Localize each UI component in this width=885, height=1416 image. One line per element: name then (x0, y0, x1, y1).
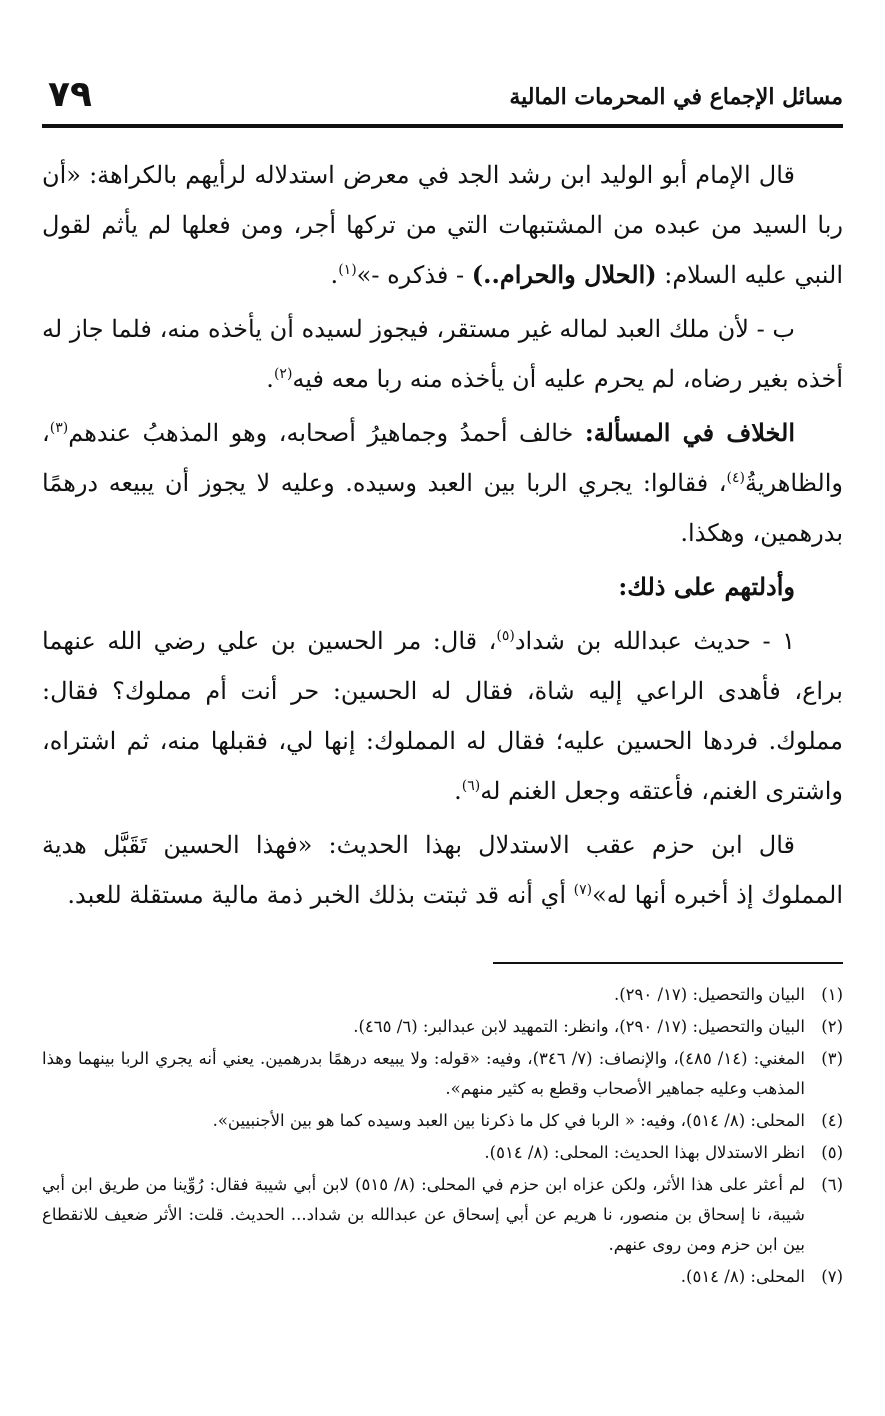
page-header (42, 76, 843, 120)
footnote-text: انظر الاستدلال بهذا الحديث: المحلى: (٨/ ٥١٤). (484, 1143, 805, 1162)
footnote-number: (٤) (821, 1111, 843, 1130)
footnote-item (42, 1138, 843, 1168)
footnote-text: البيان والتحصيل: (١٧/ ٢٩٠)، وانظر: التمهيد لابن عبدالبر: (٦/ ٤٦٥). (353, 1017, 805, 1036)
footnote-number: (٣) (821, 1049, 843, 1068)
paragraph-disagreement (42, 408, 843, 558)
footnote-ref[interactable]: (٧) (573, 882, 593, 898)
footnote-ref[interactable]: (٥) (496, 628, 515, 644)
punctuation: . (330, 261, 339, 289)
footnote-ref[interactable]: (١) (338, 262, 357, 278)
footnote-ref[interactable]: (٦) (461, 778, 481, 794)
footnote-separator (493, 962, 843, 964)
paragraph-text: خالف أحمدُ وجماهيرُ أصحابه، وهو المذهبُ عندهم (68, 419, 585, 447)
footnote-text: المحلى: (٨/ ٥١٤). (680, 1267, 805, 1286)
hadith-quote: (الحلال والحرام..) (471, 260, 657, 289)
footnote-text: لم أعثر على هذا الأثر، ولكن عزاه ابن حزم في المحلى: (٨/ ٥١٥) لابن أبي شيبة فقال: رُوِّينا من طريق ابن أبي شيبة، نا إسحاق بن منصور، نا هريم عن أبي إسحاق عن عبدالله بن شداد... الحديث. قلت: الأثر ضعيف للانقطاع بين ابن حزم ومن روى عنهم. (42, 1175, 806, 1254)
footnotes (42, 980, 843, 1294)
footnote-number: (١) (821, 985, 843, 1004)
header-rule (42, 124, 843, 128)
paragraph-text: - فذكره -» (356, 261, 472, 289)
paragraph-text: ، والظاهريةُ (42, 419, 843, 497)
paragraph-ibn-hazm (42, 820, 843, 920)
footnote-text: المحلى: (٨/ ٥١٤)، وفيه: « الربا في كل ما ذكرنا بين العبد وسيده كما هو بين الأجنبيين». (212, 1111, 805, 1130)
footnote-text: المغني: (١٤/ ٤٨٥)، والإنصاف: (٧/ ٣٤٦)، وفيه: «قوله: ولا يبيعه درهمًا بدرهمين. يعني أنه يجري الربا بينهما وهذا المذهب وعليه جماهير الأصحاب وقطع به كثير منهم». (42, 1049, 805, 1098)
paragraph-text: ، قال: مر الحسين بن علي رضي الله عنهما براع، فأهدى الراعي إليه شاة، فقال له الحسين: حر أنت أم مملوك؟ فقال: مملوك. فردها الحسين عليه؛ فقال له المملوك: إنها لي، فقبلها منه، ثم اشتراه، واشترى الغنم، فأعتقه وجعل الغنم له (42, 627, 843, 805)
punctuation: . (266, 365, 274, 393)
footnote-item (42, 1106, 843, 1136)
paragraph-second-argument (42, 304, 843, 404)
footnote-item (42, 1012, 843, 1042)
paragraph-hadith-ibn-shaddad (42, 616, 843, 816)
footnote-number: (٦) (821, 1175, 843, 1194)
paragraph-text: ، فقالوا: يجري الربا بين العبد وسيده. وعليه لا يجوز أن يبيعه درهمًا بدرهمين، وهكذا. (42, 469, 843, 547)
section-heading: وأدلتهم على ذلك: (618, 572, 795, 601)
main-text (42, 150, 843, 924)
footnote-item (42, 1262, 843, 1292)
running-title: مسائل الإجماع في المحرمات المالية (509, 84, 843, 110)
section-heading: الخلاف في المسألة: (584, 418, 795, 447)
footnote-item (42, 1170, 843, 1260)
footnote-ref[interactable]: (٤) (726, 470, 745, 486)
paragraph-ibn-rushd (42, 150, 843, 300)
paragraph-text: ب - لأن ملك العبد لماله غير مستقر، فيجوز لسيده أن يأخذه منه، فلما جاز له أخذه بغير رضاه، لم يحرم عليه أن يأخذه منه ربا معه فيه (42, 315, 843, 393)
footnote-item (42, 980, 843, 1010)
punctuation: . (454, 777, 462, 805)
footnote-number: (٢) (821, 1017, 843, 1036)
footnote-ref[interactable]: (٣) (49, 420, 69, 436)
footnote-number: (٧) (821, 1267, 843, 1286)
paragraph-text: ١ - حديث عبدالله بن شداد (514, 627, 796, 655)
paragraph-text: قال ابن حزم عقب الاستدلال بهذا الحديث: «فهذا الحسين تَقَبَّل هدية المملوك إذ أخبره أنها له» (42, 831, 843, 909)
paragraph-text: أي أنه قد ثبتت بذلك الخبر ذمة مالية مستقلة للعبد. (67, 881, 574, 909)
footnote-item (42, 1044, 843, 1104)
paragraph-text: قال الإمام أبو الوليد ابن رشد الجد في معرض استدلاله لرأيهم بالكراهة: «أن ربا السيد من عبده من المشتبهات التي من تركها أجر، ومن فعلها لم يأثم لقول النبي عليه السلام: (42, 161, 843, 289)
paragraph-evidence-heading (42, 562, 843, 612)
footnote-ref[interactable]: (٢) (273, 366, 293, 382)
footnote-text: البيان والتحصيل: (١٧/ ٢٩٠). (613, 985, 805, 1004)
page-number: ٧٩ (48, 74, 92, 115)
footnote-number: (٥) (821, 1143, 843, 1162)
